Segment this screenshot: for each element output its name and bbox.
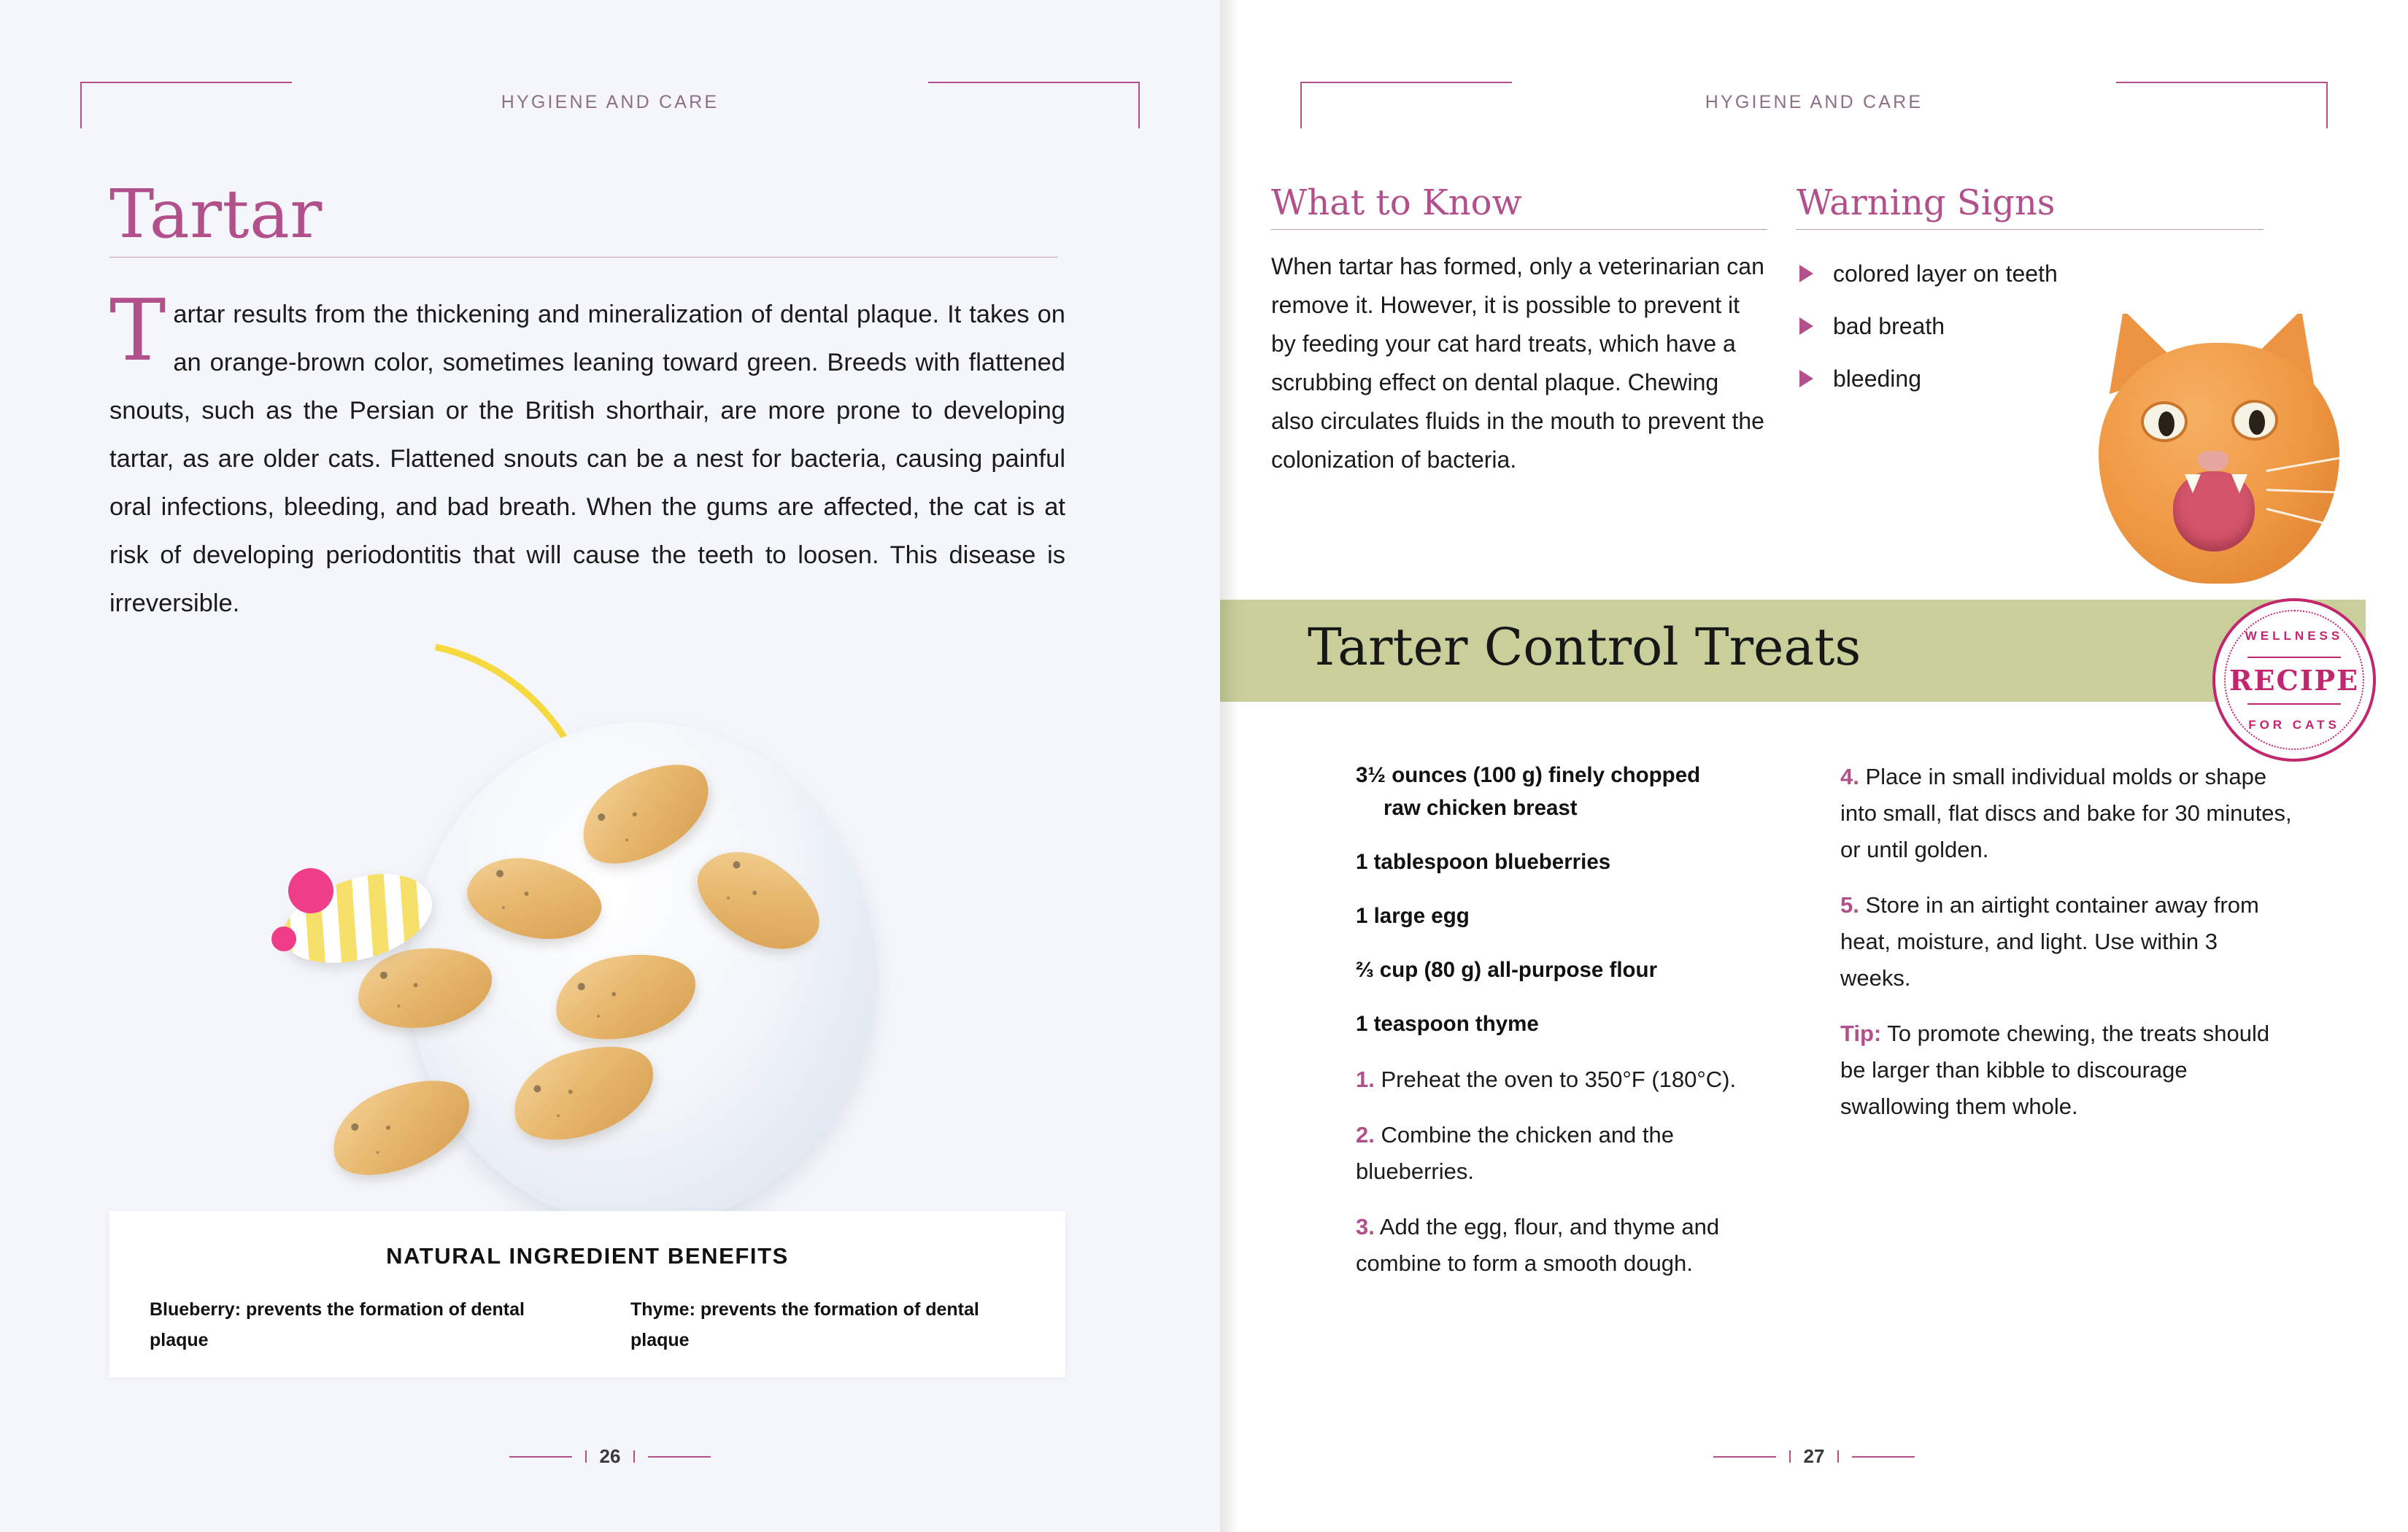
triangle-bullet-icon bbox=[1799, 317, 1813, 335]
recipe-step bbox=[1356, 1117, 1786, 1190]
benefits-heading: NATURAL INGREDIENT BENEFITS bbox=[386, 1243, 789, 1269]
folio-right bbox=[1220, 1445, 2408, 1468]
folio-rule bbox=[509, 1456, 572, 1458]
folio-tick bbox=[1789, 1450, 1791, 1463]
cat-eye-icon bbox=[2141, 401, 2188, 442]
stamp-rule bbox=[2247, 657, 2341, 658]
benefits-box bbox=[109, 1211, 1065, 1377]
page-number: 27 bbox=[1803, 1445, 1825, 1467]
what-to-know-body: When tartar has formed, only a veterinarian can remove it. However, it is possible to prevent it by feeding your cat hard treats, which have a scrubbing effect on dental plaque. Chewing also circulates fluids in the mouth to prevent the colonization of bacteria. bbox=[1271, 253, 1764, 473]
step-number: 2. bbox=[1356, 1122, 1375, 1148]
ingredient-item: 1 large egg bbox=[1356, 904, 1470, 928]
tip-text: To promote chewing, the treats should be larger than kibble to discourage swallowing them whole. bbox=[1840, 1021, 2270, 1119]
warning-signs-title: Warning Signs bbox=[1797, 182, 2056, 223]
cat-tooth-icon bbox=[2231, 474, 2247, 493]
running-head-label: HYGIENE AND CARE bbox=[501, 92, 719, 112]
stamp-bottom-label: FOR CATS bbox=[2248, 718, 2340, 732]
cat-pupil bbox=[2249, 410, 2265, 435]
section-rule bbox=[1797, 229, 2264, 230]
step-number: 3. bbox=[1356, 1214, 1375, 1239]
body-text: artar results from the thickening and mineralization of dental plaque. It takes on an orange-brown color, sometimes leaning toward green. Breeds with flattened snouts, such as the Persian or the British shorthair, are more prone to developing tartar, as are older cats. Flattened snouts can be a nest for bacteria, causing painful oral infections, bleeding, and bad breath. When the gums are affected, the cat is at risk of developing periodontitis that will cause the teeth to loosen. This disease is irreversible. bbox=[109, 301, 1065, 617]
step-number: 1. bbox=[1356, 1067, 1375, 1092]
recipe-stamp-badge bbox=[2212, 598, 2376, 762]
list-item-label: bleeding bbox=[1833, 365, 1921, 392]
toy-mouse-nose-icon bbox=[271, 926, 296, 951]
list-item-label: colored layer on teeth bbox=[1833, 260, 2058, 287]
what-to-know-title: What to Know bbox=[1271, 182, 1522, 223]
step-number: 4. bbox=[1840, 764, 1859, 789]
cat-photo bbox=[2048, 314, 2383, 620]
benefit-item-blueberry: Blueberry: prevents the formation of dental plaque bbox=[150, 1299, 525, 1350]
recipe-step bbox=[1356, 1209, 1786, 1282]
title-rule bbox=[109, 257, 1058, 258]
recipe-banner bbox=[1220, 600, 2366, 702]
cat-pupil bbox=[2158, 411, 2174, 436]
step-text: Combine the chicken and the blueberries. bbox=[1356, 1122, 1675, 1184]
what-to-know-section bbox=[1271, 182, 1767, 479]
ingredient-main: 3½ ounces (100 g) finely chopped bbox=[1356, 763, 1701, 787]
cat-whisker-icon bbox=[2048, 490, 2091, 496]
recipe-title: Tarter Control Treats bbox=[1308, 617, 1861, 677]
folio-tick bbox=[633, 1450, 635, 1463]
folio-rule bbox=[1852, 1456, 1915, 1458]
section-rule bbox=[1271, 229, 1767, 230]
stamp-rule bbox=[2247, 703, 2341, 705]
cat-whisker-icon bbox=[2048, 451, 2091, 472]
recipe-column-right bbox=[1840, 759, 2293, 1144]
benefit-item-thyme: Thyme: prevents the formation of dental plaque bbox=[630, 1299, 979, 1350]
ingredient-cont: raw chicken breast bbox=[1384, 796, 1578, 820]
stamp-top-label: WELLNESS bbox=[2245, 629, 2344, 643]
recipe-step bbox=[1356, 1061, 1786, 1098]
triangle-bullet-icon bbox=[1799, 370, 1813, 387]
cat-nose-icon bbox=[2198, 451, 2228, 471]
running-head-left bbox=[80, 82, 1140, 128]
ingredient-item: ⅔ cup (80 g) all-purpose flour bbox=[1356, 958, 1658, 982]
step-text: Add the egg, flour, and thyme and combine to form a smooth dough. bbox=[1356, 1214, 1720, 1276]
ingredient-item: 1 tablespoon blueberries bbox=[1356, 850, 1611, 874]
folio-tick bbox=[1837, 1450, 1839, 1463]
running-head-right bbox=[1300, 82, 2328, 128]
step-number: 5. bbox=[1840, 892, 1859, 918]
ingredient-item: 1 teaspoon thyme bbox=[1356, 1012, 1539, 1036]
recipe-tip bbox=[1840, 1015, 2293, 1125]
recipe-step bbox=[1840, 887, 2293, 997]
recipe-step bbox=[1840, 759, 2293, 868]
page-number: 26 bbox=[599, 1445, 621, 1467]
right-page bbox=[1220, 0, 2408, 1532]
stamp-main-label: RECIPE bbox=[2228, 664, 2360, 697]
triangle-bullet-icon bbox=[1799, 265, 1813, 282]
running-head-label: HYGIENE AND CARE bbox=[1705, 92, 1923, 112]
folio-left bbox=[0, 1445, 1220, 1468]
recipe-column-left bbox=[1356, 759, 1786, 1301]
folio-rule bbox=[648, 1456, 711, 1458]
treats-photo bbox=[0, 642, 1220, 1226]
step-text: Place in small individual molds or shape into small, flat discs and bake for 30 minutes, or until golden. bbox=[1840, 764, 2292, 862]
step-text: Store in an airtight container away from heat, moisture, and light. Use within 3 weeks. bbox=[1840, 892, 2259, 991]
list-item-label: bad breath bbox=[1833, 313, 1945, 339]
folio-tick bbox=[585, 1450, 587, 1463]
body-paragraph bbox=[109, 282, 1065, 627]
page-title: Tartar bbox=[109, 175, 323, 253]
ingredient-item bbox=[1356, 759, 1786, 824]
cat-tooth-icon bbox=[2185, 474, 2201, 493]
cat-eye-icon bbox=[2231, 400, 2278, 441]
list-item bbox=[1797, 247, 2264, 300]
drop-cap: T bbox=[109, 282, 166, 380]
step-text: Preheat the oven to 350°F (180°C). bbox=[1374, 1067, 1737, 1092]
folio-rule bbox=[1713, 1456, 1776, 1458]
tip-label: Tip: bbox=[1840, 1021, 1882, 1046]
